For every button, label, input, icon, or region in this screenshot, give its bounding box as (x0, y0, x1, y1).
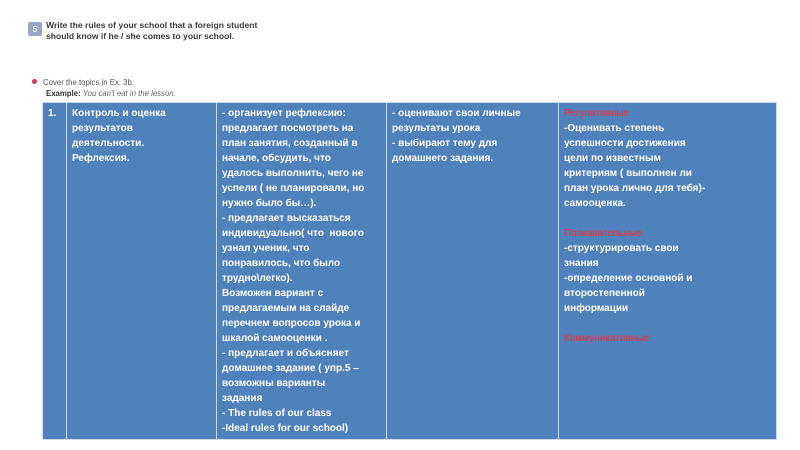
cognitive-text-line: информации (564, 303, 629, 314)
teacher-activity-cell (217, 103, 387, 440)
teacher-text-line: трудно\легко). (222, 273, 293, 284)
students-text-line: - выбирают тему для (392, 138, 498, 149)
cognitive-text-line: второстепенной (564, 288, 645, 299)
teacher-text-line: возможны варианты (222, 378, 326, 389)
teacher-text-line: индивидуально( что нового (222, 228, 364, 239)
teacher-text-line: шкалой самооценки . (222, 333, 328, 344)
spacer (564, 316, 771, 331)
regulative-text-line: успешности достижения (564, 138, 686, 149)
row-number: 1. (48, 108, 57, 119)
teacher-text-line: Возможен вариант с (222, 288, 324, 299)
regulative-text-line: план урока лично для тебя)- (564, 183, 706, 194)
regulative-text-line: цели по известным (564, 153, 661, 164)
stage-text-line: результатов (72, 123, 133, 134)
teacher-text-line: - организует рефлексию: (222, 108, 346, 119)
communicative-heading: Коммуникативные (564, 333, 650, 344)
regulative-text-line: критериям ( выполнен ли (564, 168, 692, 179)
stage-cell (67, 103, 217, 440)
row-number-cell (43, 103, 67, 440)
bullet-dot-icon (32, 79, 37, 84)
students-text-line: результаты урока (392, 123, 481, 134)
regulative-heading: Регулятивные (564, 108, 630, 119)
exercise-example (46, 88, 296, 99)
stage-text-line: Контроль и оценка (72, 108, 166, 119)
exercise-bullet-text: Cover the topics in Ex. 3b. (43, 78, 135, 87)
students-activity-cell (387, 103, 559, 440)
teacher-text-line: -Ideal rules for our school) (222, 423, 349, 434)
teacher-text-line: план занятия, созданный в (222, 138, 358, 149)
cognitive-text-line: знания (564, 258, 599, 269)
teacher-text-line: предлагаемым на слайде (222, 303, 350, 314)
teacher-text-line: понравилось, что было (222, 258, 341, 269)
teacher-text-line: нужно было бы…). (222, 198, 317, 209)
teacher-text-line: успели ( не планировали, но (222, 183, 365, 194)
example-label: Example: (46, 89, 81, 98)
cognitive-text-line: -определение основной и (564, 273, 693, 284)
stage-text-line: Рефлексия. (72, 153, 130, 164)
teacher-text-line: - предлагает и объясняет (222, 348, 349, 359)
example-text: You can't eat in the lesson. (82, 89, 176, 98)
cognitive-text-line: -структурировать свои (564, 243, 679, 254)
teacher-text-line: перечнем вопросов урока и (222, 318, 361, 329)
lesson-plan-table (42, 102, 777, 440)
teacher-text-line: начале, обсудить, что (222, 153, 331, 164)
teacher-text-line: задания (222, 393, 263, 404)
stage-text-line: деятельности. (72, 138, 145, 149)
cognitive-list (564, 241, 771, 316)
teacher-text-line: предлагает посмотреть на (222, 123, 354, 134)
teacher-text-line: удалось выполнить, чего не (222, 168, 364, 179)
students-text-line: - оценивают свои личные (392, 108, 521, 119)
exercise-number-badge: 5 (28, 22, 42, 36)
exercise-title: Write the rules of your school that a foreign student should know if he / she comes to your school. (46, 20, 258, 41)
cognitive-heading: Познавательные. (564, 228, 645, 239)
students-text-line: домашнего задания. (392, 153, 494, 164)
table-row (43, 103, 777, 440)
spacer (564, 211, 771, 226)
teacher-text-line: узнал ученик, что (222, 243, 310, 254)
exercise-bullet (32, 78, 282, 88)
regulative-text-line: самооценка. (564, 198, 626, 209)
teacher-text-line: - The rules of our class (222, 408, 332, 419)
regulative-list (564, 121, 771, 211)
teacher-text-line: домашнее задание ( упр.5 – (222, 363, 359, 374)
uud-cell (559, 103, 777, 440)
teacher-text-line: - предлагает высказаться (222, 213, 351, 224)
regulative-text-line: -Оценивать степень (564, 123, 665, 134)
